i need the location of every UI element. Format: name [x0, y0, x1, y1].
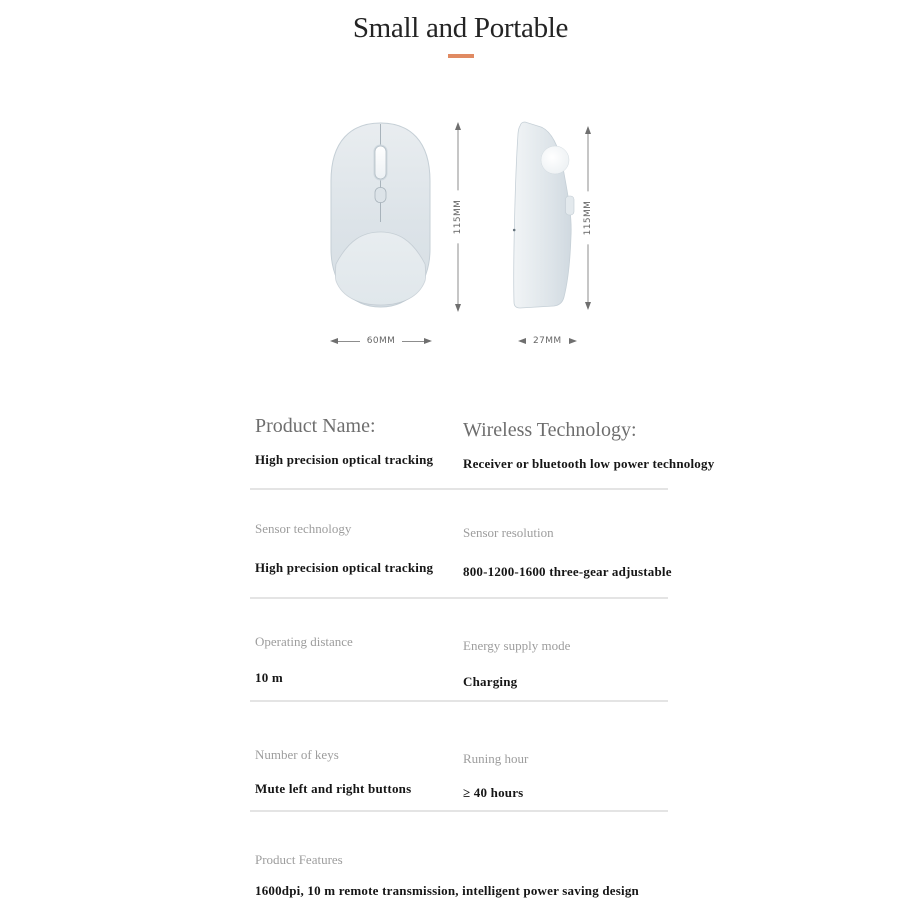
spec-cell [255, 852, 673, 898]
spec-cell [463, 413, 715, 471]
arrow-left-icon [330, 338, 338, 344]
spec-label: Runing hour [463, 751, 529, 766]
mouse-side-view-image [508, 118, 580, 313]
spec-table [250, 405, 715, 915]
height-dimension-top-view [451, 122, 465, 312]
spec-value: High precision optical tracking [255, 452, 434, 467]
spec-value: Charging [463, 674, 518, 689]
dimension-label: 27MM [533, 336, 562, 346]
scroll-wheel-bump [541, 146, 569, 174]
arrow-right-icon [569, 338, 577, 344]
spec-value: 10 m [255, 670, 283, 685]
dimension-line [402, 341, 424, 342]
product-showcase [0, 0, 921, 400]
spec-label: Sensor resolution [463, 525, 554, 540]
spec-label: Product Features [255, 852, 343, 867]
spec-divider [250, 488, 668, 490]
spec-cell [255, 413, 455, 467]
spec-label: Energy supply mode [463, 638, 571, 653]
dimension-label: 115MM [583, 192, 593, 245]
side-button-bump [566, 196, 575, 215]
spec-value: Mute left and right buttons [255, 781, 412, 796]
spec-divider [250, 700, 668, 702]
spec-cell [463, 747, 673, 800]
dimension-label: 60MM [366, 336, 396, 346]
spec-value: ≥ 40 hours [463, 785, 524, 800]
height-dimension-side-view [581, 126, 595, 310]
arrow-up-icon [455, 122, 461, 130]
width-dimension-top-view [330, 336, 432, 346]
spec-cell [255, 521, 455, 575]
spec-cell [255, 747, 455, 796]
spec-label: Operating distance [255, 634, 353, 649]
power-indicator-dot [513, 229, 516, 232]
spec-value: 800-1200-1600 three-gear adjustable [463, 564, 672, 579]
spec-value: High precision optical tracking [255, 560, 434, 575]
spec-label: Wireless Technology: [463, 419, 637, 441]
page-title: Small and Portable [352, 12, 569, 44]
spec-label: Number of keys [255, 747, 339, 762]
dimension-label: 115MM [453, 191, 463, 244]
dimension-line [338, 341, 360, 342]
arrow-up-icon [585, 126, 591, 134]
arrow-down-icon [585, 302, 591, 310]
arrow-left-icon [518, 338, 526, 344]
spec-cell [463, 521, 673, 579]
spec-divider [250, 597, 668, 599]
spec-value: Receiver or bluetooth low power technology [463, 456, 715, 471]
mouse-top-view-image [329, 121, 432, 309]
arrow-down-icon [455, 304, 461, 312]
spec-cell [463, 634, 673, 689]
spec-divider [250, 810, 668, 812]
arrow-right-icon [424, 338, 432, 344]
depth-dimension-side-view [518, 336, 572, 346]
spec-cell [255, 634, 455, 685]
spec-value: 1600dpi, 10 m remote transmission, intelligent power saving design [255, 883, 639, 898]
spec-label: Product Name: [255, 415, 376, 437]
spec-label: Sensor technology [255, 521, 352, 536]
